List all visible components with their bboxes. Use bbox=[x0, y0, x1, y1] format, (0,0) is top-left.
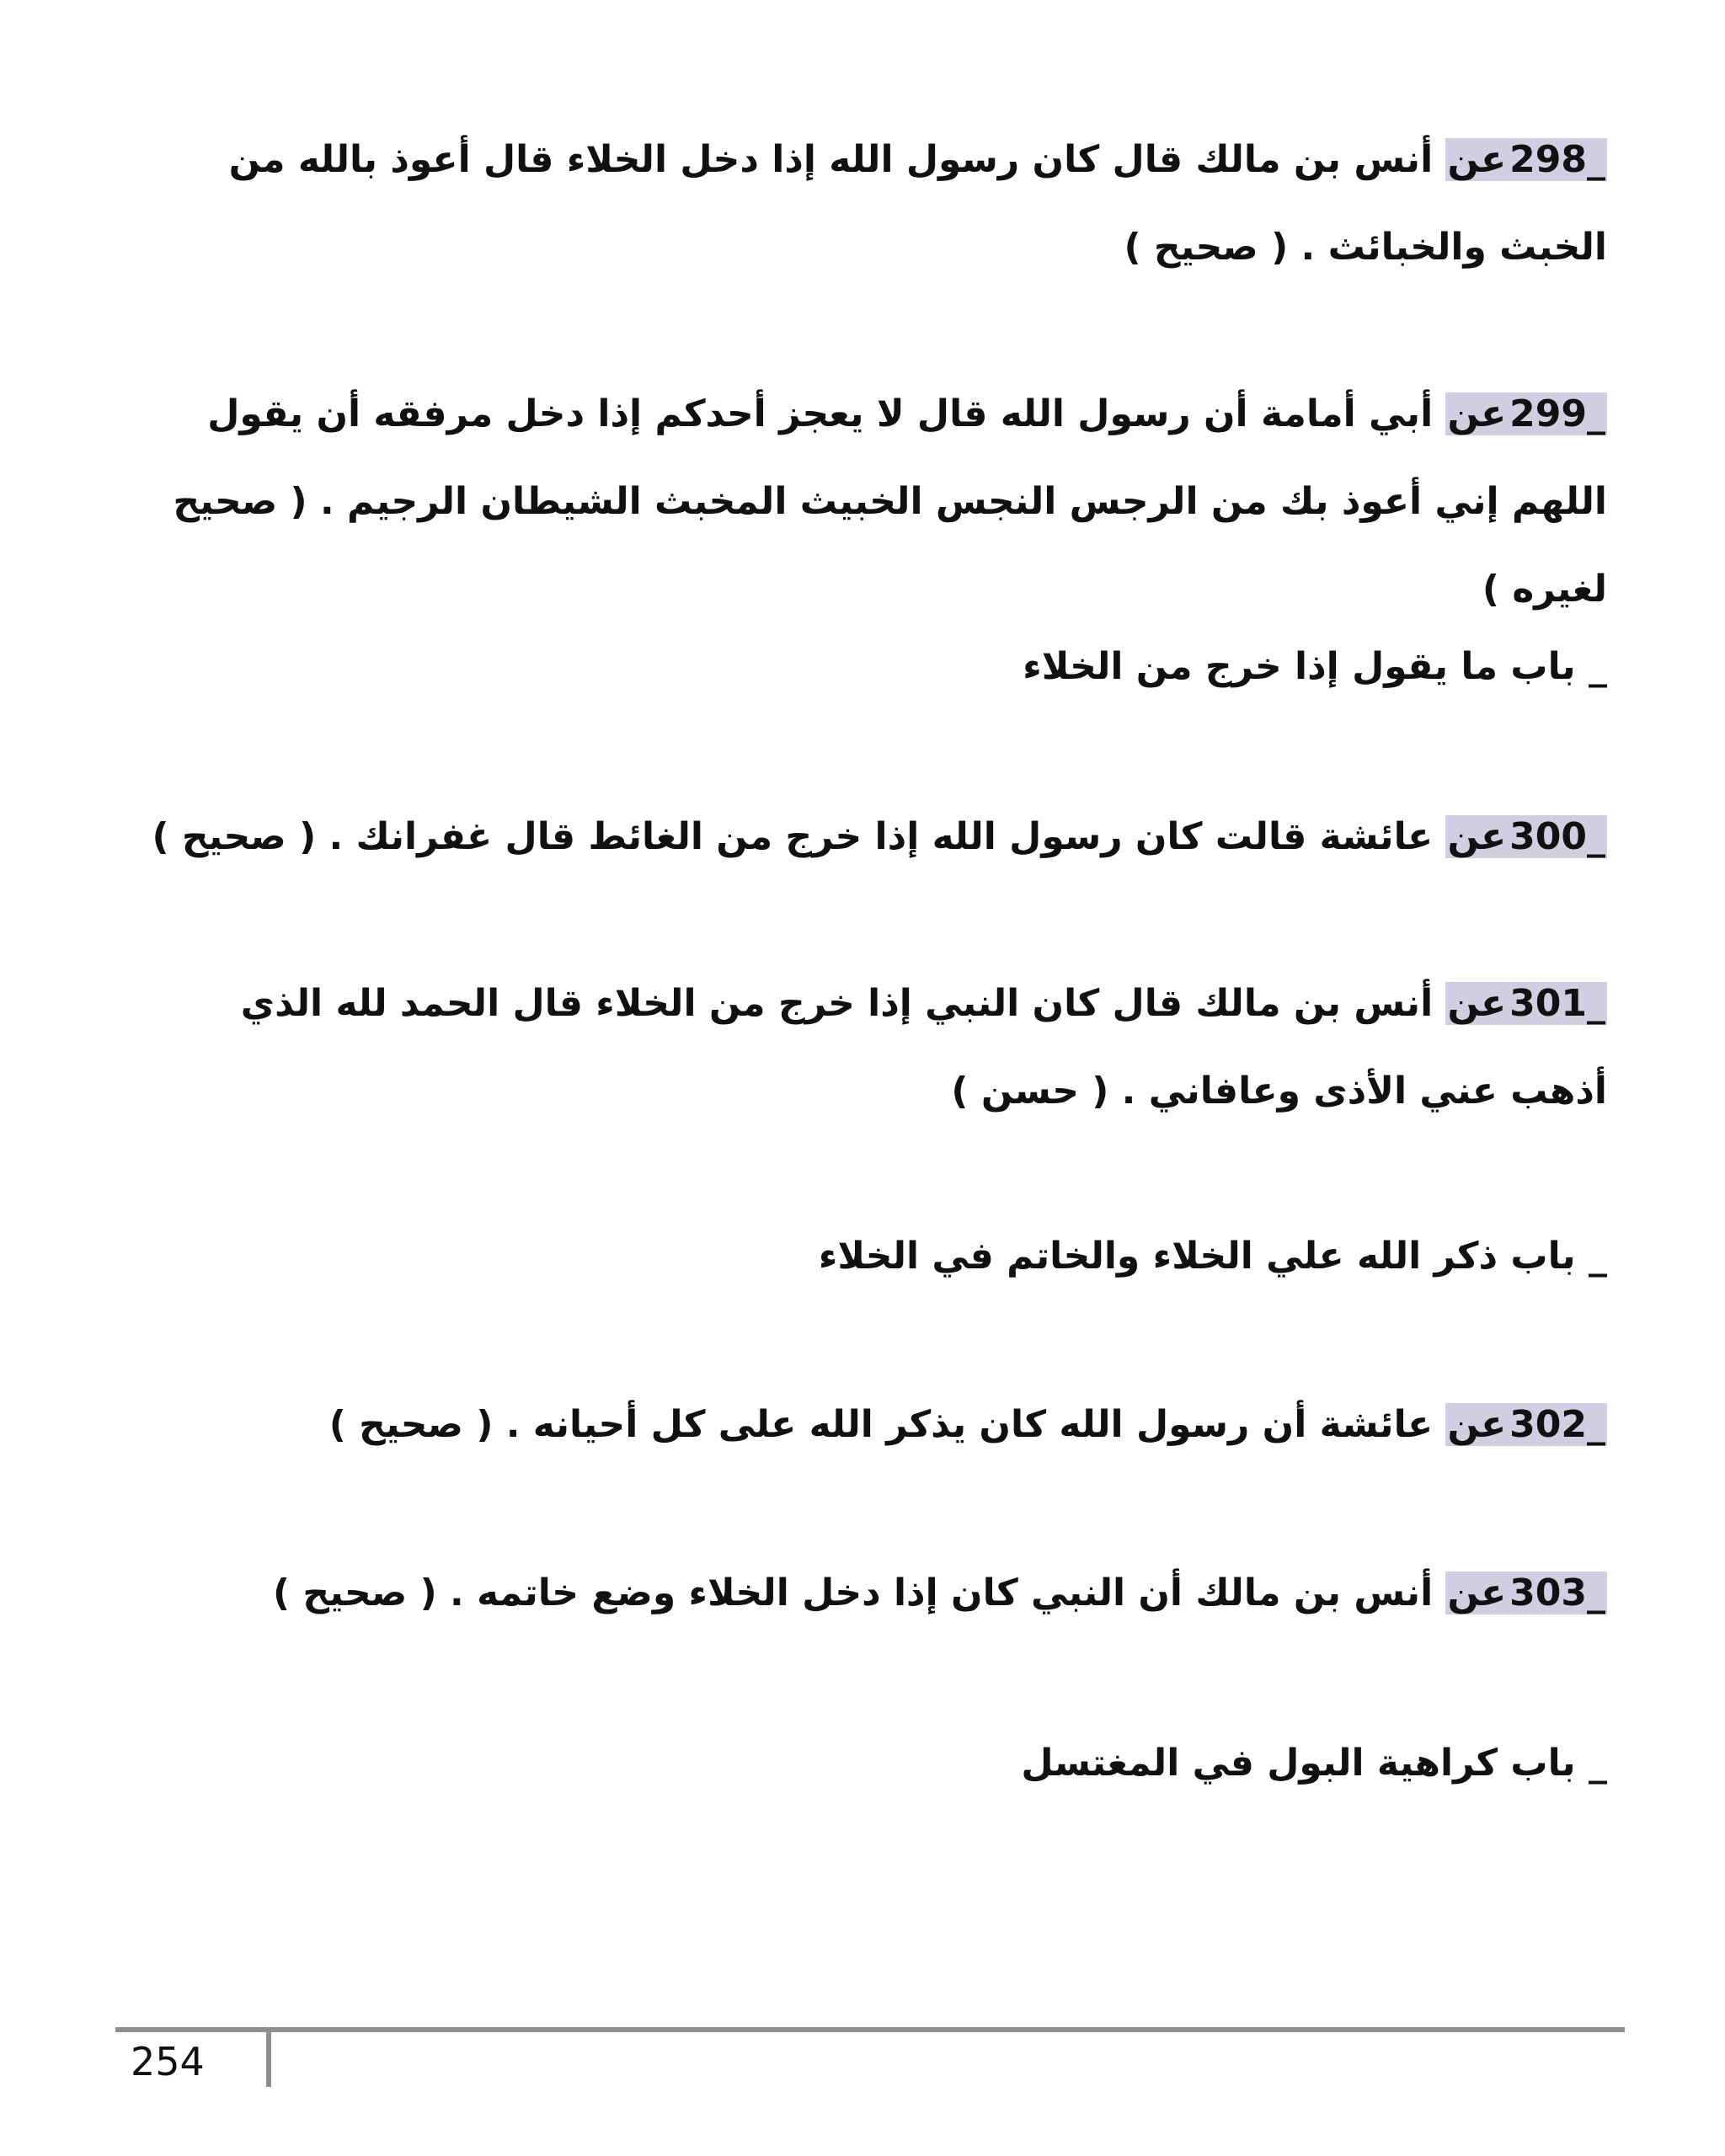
hadith-text: أبي أمامة أن رسول الله قال لا يعجز أحدكم إذا دخل مرفقه أن يقول اللهم إني أعوذ بك من الرجس النجس الخبيث المخبث الشيطان الرجيم . ( صحيح لغيره ) bbox=[173, 392, 1607, 611]
footer-tick bbox=[266, 2030, 271, 2087]
hadith-300 bbox=[143, 793, 1607, 881]
chapter-heading: _ باب ذكر الله علي الخلاء والخاتم في الخلاء bbox=[818, 1235, 1607, 1278]
hadith-number: 299_ bbox=[1509, 392, 1605, 435]
hadith-299 bbox=[143, 371, 1607, 633]
hadith-an: عن bbox=[1447, 1403, 1507, 1446]
hadith-number: 300_ bbox=[1509, 815, 1605, 858]
hadith-303 bbox=[143, 1550, 1607, 1637]
hadith-an: عن bbox=[1447, 815, 1507, 858]
hadith-text: أنس بن مالك قال كان رسول الله إذا دخل الخلاء قال أعوذ بالله من الخبث والخبائث . ( صحيح ) bbox=[228, 138, 1607, 269]
chapter-heading: _ باب ما يقول إذا خرج من الخلاء bbox=[1023, 645, 1607, 688]
hadith-number: 303_ bbox=[1509, 1572, 1605, 1614]
hadith-an: عن bbox=[1447, 982, 1507, 1025]
hadith-text: أنس بن مالك قال كان النبي إذا خرج من الخلاء قال الحمد لله الذي أذهب عني الأذى وعافاني . ( حسن ) bbox=[240, 982, 1607, 1113]
hadith-298 bbox=[143, 116, 1607, 291]
hadith-number: 298_ bbox=[1509, 138, 1605, 181]
page-number: 254 bbox=[131, 2039, 205, 2084]
chapter-heading: _ باب كراهية البول في المغتسل bbox=[1021, 1742, 1607, 1785]
hadith-number: 302_ bbox=[1509, 1403, 1605, 1446]
hadith-an: عن bbox=[1447, 392, 1507, 435]
hadith-an: عن bbox=[1447, 1572, 1507, 1614]
footer-divider bbox=[115, 2027, 1625, 2032]
hadith-text: عائشة أن رسول الله كان يذكر الله على كل أحيانه . ( صحيح ) bbox=[328, 1403, 1434, 1446]
hadith-text: عائشة قالت كان رسول الله إذا خرج من الغائط قال غفرانك . ( صحيح ) bbox=[152, 815, 1434, 858]
hadith-an: عن bbox=[1447, 138, 1507, 181]
hadith-302 bbox=[143, 1381, 1607, 1469]
hadith-text: أنس بن مالك أن النبي كان إذا دخل الخلاء وضع خاتمه . ( صحيح ) bbox=[272, 1572, 1434, 1614]
hadith-301 bbox=[143, 960, 1607, 1135]
hadith-number: 301_ bbox=[1509, 982, 1605, 1025]
